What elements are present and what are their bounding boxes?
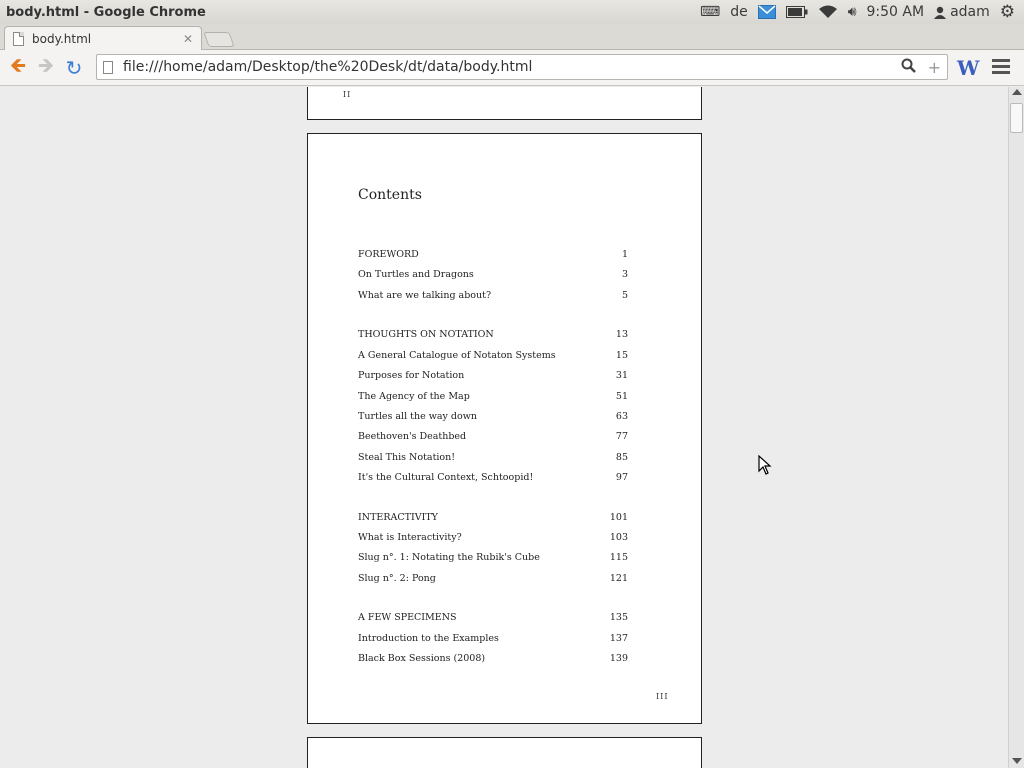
keyboard-icon[interactable]: ⌨ bbox=[699, 4, 721, 20]
volume-icon[interactable]: 🔊︎ bbox=[847, 4, 857, 20]
toc-entry[interactable] bbox=[358, 452, 628, 463]
close-tab-icon[interactable]: ✕ bbox=[182, 32, 193, 46]
vertical-scrollbar[interactable] bbox=[1008, 87, 1024, 768]
power-gear-icon[interactable]: ⚙ bbox=[999, 2, 1015, 22]
page-number: III bbox=[656, 692, 669, 701]
toc-entry-title: A General Catalogue of Notaton Systems bbox=[358, 350, 556, 361]
url-text[interactable]: file:///home/adam/Desktop/the%20Desk/dt/data/body.html bbox=[123, 59, 533, 75]
next-page bbox=[307, 737, 702, 768]
toc-entry[interactable] bbox=[358, 573, 628, 584]
toc-entry-page: 137 bbox=[609, 633, 628, 644]
toc-entry-page: 103 bbox=[609, 532, 628, 543]
window-title: body.html - Google Chrome bbox=[6, 4, 206, 20]
tab-label: body.html bbox=[32, 32, 92, 46]
toc-entry-page: 135 bbox=[609, 612, 628, 623]
extension-w-icon[interactable]: W bbox=[957, 56, 980, 80]
reload-button[interactable]: ↻ bbox=[65, 55, 83, 80]
back-button[interactable]: 🡸 bbox=[9, 52, 27, 77]
mouse-pointer-icon bbox=[758, 455, 772, 475]
battery-icon[interactable] bbox=[781, 0, 813, 24]
toc-entry[interactable] bbox=[358, 391, 628, 402]
bookmark-add-icon[interactable]: + bbox=[927, 57, 941, 77]
toc-entry-page: 5 bbox=[621, 290, 628, 301]
toc-entry-title: A FEW SPECIMENS bbox=[358, 612, 457, 623]
toc-entry[interactable] bbox=[358, 249, 628, 260]
chrome-menu-icon[interactable] bbox=[992, 59, 1010, 75]
scrollbar-thumb[interactable] bbox=[1010, 103, 1023, 133]
page-viewport bbox=[0, 87, 1008, 768]
keyboard-layout-indicator[interactable]: de bbox=[730, 4, 748, 20]
toc-entry[interactable] bbox=[358, 512, 628, 523]
forward-button[interactable]: 🡺 bbox=[37, 52, 55, 77]
toc-entry-title: THOUGHTS ON NOTATION bbox=[358, 329, 494, 340]
mail-icon[interactable] bbox=[753, 0, 781, 24]
wifi-icon[interactable] bbox=[813, 0, 843, 24]
toc-entry-page: 101 bbox=[609, 512, 628, 523]
toc-entry-title: Beethoven's Deathbed bbox=[358, 431, 467, 442]
previous-page bbox=[307, 87, 702, 120]
browser-toolbar bbox=[0, 50, 1024, 86]
toc-entry[interactable] bbox=[358, 612, 628, 623]
toc-entry-title: INTERACTIVITY bbox=[358, 512, 438, 523]
scroll-up-arrow-icon[interactable] bbox=[1012, 89, 1022, 95]
toc-entry[interactable] bbox=[358, 290, 628, 301]
toc-entry[interactable] bbox=[358, 633, 628, 644]
toc-entry-title: FOREWORD bbox=[358, 249, 419, 260]
toc-entry-page: 63 bbox=[615, 411, 628, 422]
toc-entry[interactable] bbox=[358, 431, 628, 442]
toc-entry[interactable] bbox=[358, 532, 628, 543]
toc-entry-page: 31 bbox=[615, 370, 628, 381]
toc-entry-title: Introduction to the Examples bbox=[358, 633, 499, 644]
toc-entry[interactable] bbox=[358, 653, 628, 664]
toc-entry-title: The Agency of the Map bbox=[358, 391, 470, 402]
search-icon[interactable] bbox=[901, 58, 916, 77]
toc-entry[interactable] bbox=[358, 411, 628, 422]
toc-entry-title: Turtles all the way down bbox=[358, 411, 477, 422]
user-name: adam bbox=[950, 4, 990, 20]
toc-entry-page: 85 bbox=[615, 452, 628, 463]
toc-entry[interactable] bbox=[358, 472, 628, 483]
toc-entry[interactable] bbox=[358, 370, 628, 381]
system-tray bbox=[695, 0, 1024, 24]
toc-entry-title: Steal This Notation! bbox=[358, 452, 456, 463]
toc-entry-page: 1 bbox=[621, 249, 628, 260]
page-icon bbox=[103, 61, 113, 74]
toc-entry-page: 121 bbox=[609, 573, 628, 584]
toc-entry-title: What is Interactivity? bbox=[358, 532, 462, 543]
toc-entry-page: 139 bbox=[609, 653, 628, 664]
new-tab-button[interactable] bbox=[203, 32, 234, 47]
tab-body-html[interactable] bbox=[4, 26, 202, 51]
toc-entry-title: What are we talking about? bbox=[358, 290, 492, 301]
toc-entry-page: 15 bbox=[615, 350, 628, 361]
toc-entry-title: Slug n°. 1: Notating the Rubik's Cube bbox=[358, 552, 540, 563]
clock[interactable]: 9:50 AM bbox=[866, 4, 925, 20]
toc-entry-title: Black Box Sessions (2008) bbox=[358, 653, 486, 664]
toc-entry[interactable] bbox=[358, 552, 628, 563]
toc-entry[interactable] bbox=[358, 350, 628, 361]
toc-entry-title: Slug n°. 2: Pong bbox=[358, 573, 436, 584]
toc-entry-title: It's the Cultural Context, Schtoopid! bbox=[358, 472, 534, 483]
address-bar[interactable] bbox=[96, 54, 948, 80]
toc-entry-title: Purposes for Notation bbox=[358, 370, 465, 381]
toc-entry-page: 3 bbox=[621, 269, 628, 280]
page-number: II bbox=[343, 90, 352, 99]
user-icon[interactable] bbox=[929, 0, 995, 24]
toc-entry-page: 13 bbox=[615, 329, 628, 340]
contents-heading: Contents bbox=[358, 187, 422, 203]
toc-entry-page: 115 bbox=[609, 552, 628, 563]
toc-entry-page: 51 bbox=[615, 391, 628, 402]
toc-entry-page: 97 bbox=[615, 472, 628, 483]
document-icon bbox=[13, 32, 24, 46]
os-top-panel bbox=[0, 0, 1024, 24]
toc-entry[interactable] bbox=[358, 269, 628, 280]
toc-entry-title: On Turtles and Dragons bbox=[358, 269, 474, 280]
toc-entry[interactable] bbox=[358, 329, 628, 340]
toc-entry-page: 77 bbox=[615, 431, 628, 442]
tab-strip bbox=[0, 24, 1024, 50]
scroll-down-arrow-icon[interactable] bbox=[1012, 758, 1022, 764]
contents-page bbox=[307, 133, 702, 724]
